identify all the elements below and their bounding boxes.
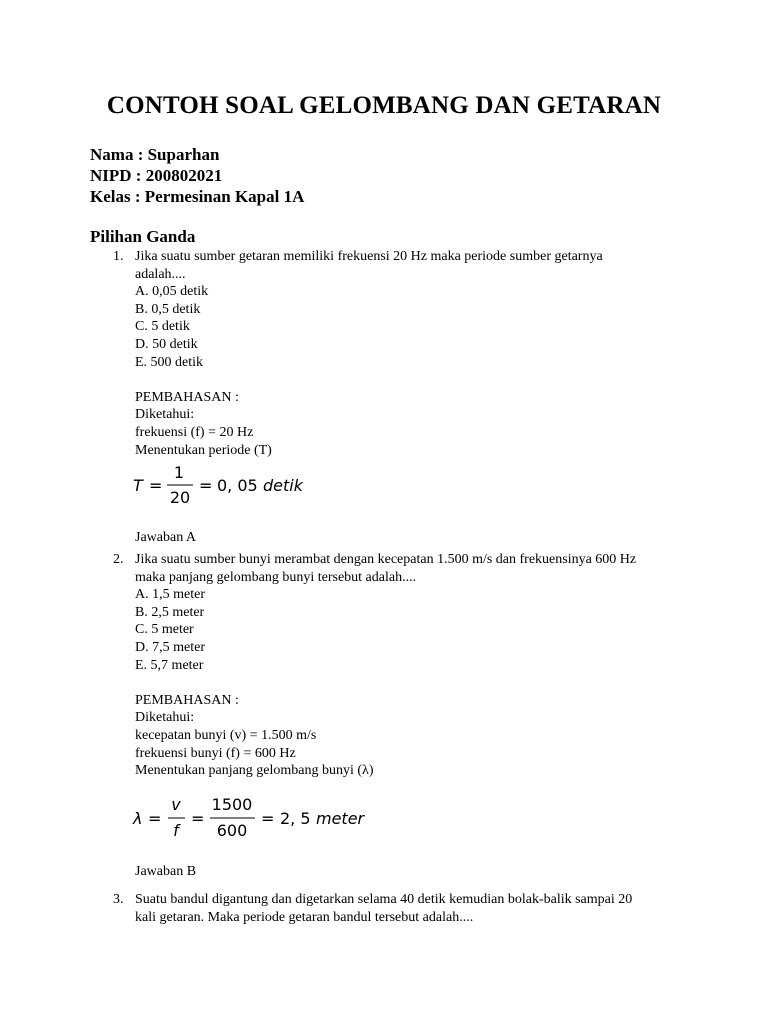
formula-numerator: v [171,794,181,814]
known-value: frekuensi bunyi (f) = 600 Hz [135,745,296,761]
option-a: A. 0,05 detik [135,284,209,300]
student-class: Kelas : Permesinan Kapal 1A [90,187,305,206]
formula-period-svg [133,459,433,509]
option-c: C. 5 detik [135,319,190,335]
student-nipd: NIPD : 200802021 [90,166,223,185]
formula-wavelength [135,780,693,846]
formula-denominator: f [173,820,179,840]
formula-result: 0, 05 [217,476,258,496]
option-d: D. 50 detik [135,336,198,352]
question-number: 3. [113,892,124,907]
formula-numerator: 1 [173,463,185,483]
find-label: Menentukan periode (T) [135,442,272,458]
find-label: Menentukan panjang gelombang bunyi (λ) [135,763,374,779]
formula-denominator: 600 [216,820,248,840]
option-d: D. 7,5 meter [135,639,205,655]
question-number: 1. [113,249,124,264]
discussion-heading: PEMBAHASAN : [135,692,239,708]
formula-unit: meter [316,808,365,828]
question-text-line: Jika suatu sumber bunyi merambat dengan kecepatan 1.500 m/s dan frekuensinya 600 Hz [135,552,637,567]
known-label: Diketahui: [135,407,195,423]
option-b: B. 2,5 meter [135,604,205,620]
question-text-line: maka panjang gelombang bunyi tersebut adalah.... [135,569,417,585]
answer: Jawaban A [135,529,197,545]
formula-equals: = [149,476,163,496]
question-2 [113,551,693,881]
question-text-line: kali getaran. Maka periode getaran bandul tersebut adalah.... [135,909,474,925]
formula-denominator: 20 [169,488,191,508]
formula-equals: = [199,476,213,496]
section-title: Pilihan Ganda [90,227,196,246]
question-text-line: adalah.... [135,266,186,282]
option-e: E. 500 detik [135,354,204,370]
option-c: C. 5 meter [135,622,194,638]
formula-lhs: T [133,476,143,496]
question-3 [113,891,693,926]
option-a: A. 1,5 meter [135,587,205,603]
formula-period [135,459,693,511]
formula-numerator: 1500 [211,794,253,814]
question-text-line: Suatu bandul digantung dan digetarkan selama 40 detik kemudian bolak-balik sampai 20 [135,892,633,907]
page-title: CONTOH SOAL GELOMBANG DAN GETARAN [106,92,662,119]
formula-lhs: λ [133,808,143,828]
student-info [90,144,304,207]
question-number: 2. [113,552,124,567]
formula-equals: = [261,808,275,828]
option-e: E. 5,7 meter [135,657,204,673]
known-value: kecepatan bunyi (v) = 1.500 m/s [135,727,317,743]
question-1 [113,248,693,546]
formula-result: 2, 5 [280,808,311,828]
discussion-heading: PEMBAHASAN : [135,389,239,405]
formula-equals: = [148,808,162,828]
known-value: frekuensi (f) = 20 Hz [135,424,254,440]
student-name: Nama : Suparhan [90,145,220,164]
formula-unit: detik [263,476,303,496]
known-label: Diketahui: [135,710,195,726]
formula-wavelength-svg [133,780,453,842]
question-text-line: Jika suatu sumber getaran memiliki frekuensi 20 Hz maka periode sumber getarnya [135,249,603,264]
option-b: B. 0,5 detik [135,301,201,317]
formula-equals: = [191,808,205,828]
answer: Jawaban B [135,864,197,880]
